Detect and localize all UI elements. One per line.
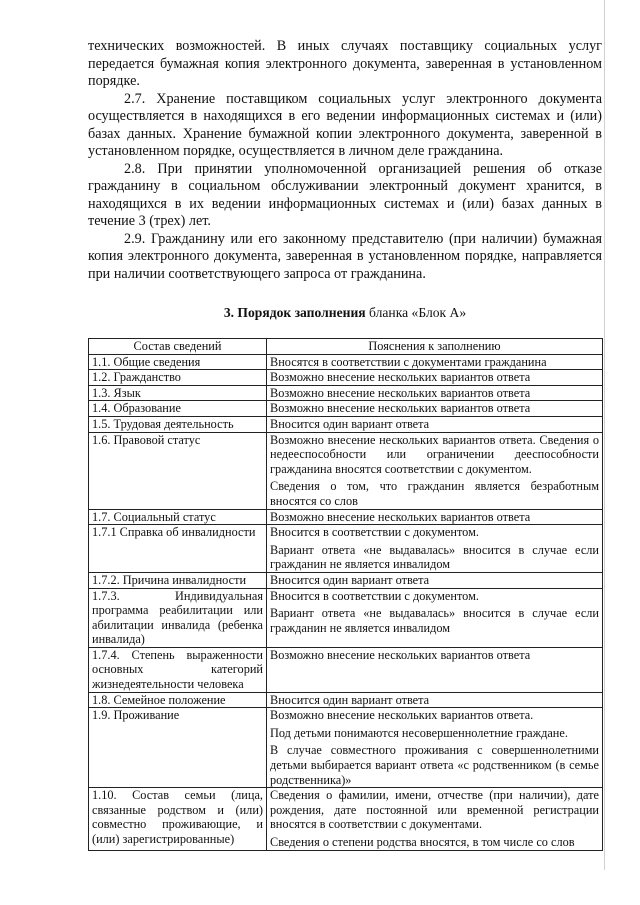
row-field-explanation <box>267 401 603 417</box>
explanation-line: Вариант ответа «не выдавалась» вносится в случае если гражданин не является инвалидом <box>270 542 599 572</box>
explanation-line: Возможно внесение нескольких вариантов ответа <box>270 385 531 400</box>
row-field-explanation <box>267 708 603 788</box>
header-composition: Состав сведений <box>89 339 267 355</box>
explanation-line: Вносятся в соответствии с документами гражданина <box>270 354 547 369</box>
table-row <box>89 572 603 588</box>
row-field-name: 1.8. Семейное положение <box>89 692 267 708</box>
table-header-row <box>89 339 603 355</box>
explanation-line: Возможно внесение нескольких вариантов ответа <box>270 401 531 416</box>
row-field-explanation <box>267 572 603 588</box>
row-field-name: 1.9. Проживание <box>89 708 267 788</box>
paragraph-continuation: технических возможностей. В иных случаях поставщику социальных услуг передается бумажная копия электронного документа, заверенная в установленном порядке. <box>88 38 602 89</box>
explanation-line: Сведения о фамилии, имени, отчестве (при наличии), дате рождения, дате постоянной или временной регистрации вносятся в соответствии с документами. <box>270 788 599 832</box>
explanation-line: Сведения о степени родства вносятся, в том числе со слов <box>270 835 575 849</box>
row-field-name: 1.7.3. Индивидуальная программа реабилитации или абилитации инвалида (ребенка инвалида) <box>89 588 267 647</box>
row-field-name: 1.1. Общие сведения <box>89 354 267 370</box>
explanation-line: Возможно внесение нескольких вариантов ответа <box>270 370 531 385</box>
explanation-line: Вносится один вариант ответа <box>270 572 430 587</box>
block-a-table <box>88 338 603 851</box>
table-row <box>89 385 603 401</box>
section-title-bold: 3. Порядок заполнения <box>223 305 366 320</box>
table-body <box>89 354 603 850</box>
table-row <box>89 588 603 647</box>
row-field-explanation <box>267 647 603 692</box>
explanation-line: Вносится в соответствии с документом. <box>270 525 479 540</box>
explanation-line: Вносится в соответствии с документом. <box>270 588 479 603</box>
explanation-line: Вносится один вариант ответа <box>270 692 430 707</box>
explanation-line: Вносится один вариант ответа <box>270 416 430 431</box>
row-field-explanation <box>267 525 603 573</box>
row-field-explanation <box>267 370 603 386</box>
explanation-line: Возможно внесение нескольких вариантов ответа. <box>270 708 534 723</box>
table-row <box>89 692 603 708</box>
table-row <box>89 647 603 692</box>
explanation-line: Сведения о том, что гражданин является безработным вносятся со слов <box>270 479 599 508</box>
section-title <box>88 305 602 321</box>
table-row <box>89 525 603 573</box>
table-row <box>89 509 603 525</box>
paragraph-2-8: 2.8. При принятии уполномоченной организацией решения об отказе гражданину в социальном обслуживании электронный документ хранится, в находящихся в их ведении информационных системах и (или) базах данных в течение 3 (трех) лет. <box>88 160 602 229</box>
explanation-line: Возможно внесение нескольких вариантов ответа <box>270 647 531 662</box>
table-row <box>89 370 603 386</box>
section-title-rest: бланка «Блок А» <box>365 305 467 320</box>
row-field-explanation <box>267 588 603 647</box>
paragraph-2-7: 2.7. Хранение поставщиком социальных услуг электронного документа осуществляется в находящихся в его ведении информационных системах и (или) базах данных. Хранение бумажной копии электронного документа, заверенной в установленном порядке, осуществляется в личном деле гражданина. <box>88 90 602 159</box>
row-field-name: 1.2. Гражданство <box>89 370 267 386</box>
row-field-explanation <box>267 692 603 708</box>
row-field-explanation <box>267 432 603 509</box>
row-field-name: 1.7.1 Справка об инвалидности <box>89 525 267 573</box>
table-row <box>89 708 603 788</box>
table-row <box>89 788 603 850</box>
header-explanation: Пояснения к заполнению <box>267 339 603 355</box>
table-row <box>89 416 603 432</box>
row-field-name: 1.7.4. Степень выраженности основных категорий жизнедеятельности человека <box>89 647 267 692</box>
row-field-explanation <box>267 354 603 370</box>
row-field-explanation <box>267 416 603 432</box>
body-text <box>88 38 602 283</box>
table-row <box>89 401 603 417</box>
table-row <box>89 354 603 370</box>
row-field-name: 1.7. Социальный статус <box>89 509 267 525</box>
row-field-name: 1.6. Правовой статус <box>89 432 267 509</box>
row-field-explanation <box>267 788 603 850</box>
row-field-name: 1.3. Язык <box>89 385 267 401</box>
explanation-line: Вариант ответа «не выдавалась» вносится в случае если гражданин не является инвалидом <box>270 606 599 635</box>
row-field-name: 1.5. Трудовая деятельность <box>89 416 267 432</box>
explanation-line: Под детьми понимаются несовершеннолетние граждане. <box>270 725 568 740</box>
explanation-line: В случае совместного проживания с совершеннолетними детьми выбирается вариант ответа «с родственником (в семье родственника)» <box>270 743 599 787</box>
page-edge-line <box>604 0 605 870</box>
explanation-line: Возможно внесение нескольких вариантов ответа. Сведения о недееспособности или ограничении дееспособности гражданина вносятся соответствии с документом. <box>270 432 599 476</box>
row-field-name: 1.4. Образование <box>89 401 267 417</box>
table-row <box>89 432 603 509</box>
explanation-line: Возможно внесение нескольких вариантов ответа <box>270 509 531 524</box>
row-field-explanation <box>267 509 603 525</box>
row-field-explanation <box>267 385 603 401</box>
row-field-name: 1.10. Состав семьи (лица, связанные родством и (или) совместно проживающие, и (или) зарегистрированные) <box>89 788 267 850</box>
row-field-name: 1.7.2. Причина инвалидности <box>89 572 267 588</box>
paragraph-2-9: 2.9. Гражданину или его законному представителю (при наличии) бумажная копия электронного документа, заверенная в установленном порядке, направляется при наличии соответствующего запроса от гражданина. <box>88 230 602 282</box>
